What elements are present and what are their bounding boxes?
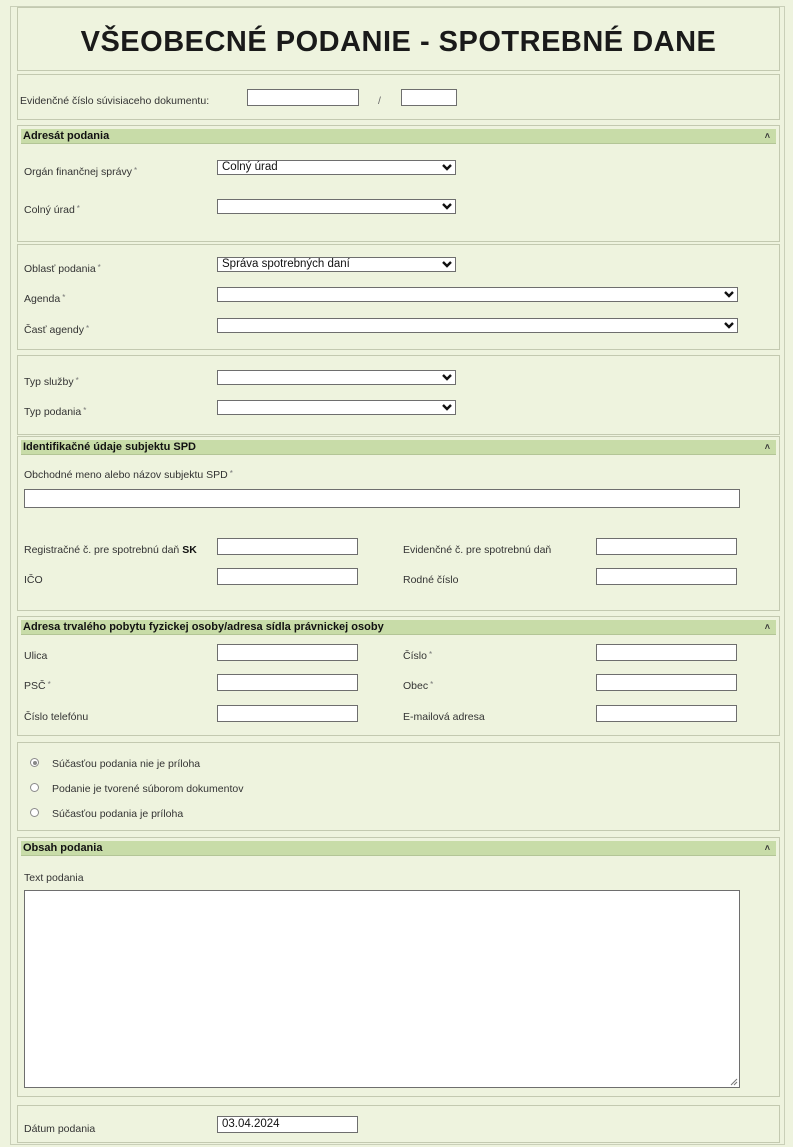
attachment-option-label: Súčasťou podania nie je príloha [52, 758, 201, 770]
zip-label: PSČ * [24, 680, 51, 692]
service-section [17, 355, 780, 435]
attachment-radio-none[interactable] [30, 758, 39, 767]
agenda-part-label: Časť agendy * [24, 324, 90, 336]
collapse-caret-icon[interactable]: ˄ [764, 442, 770, 452]
house-number-label: Číslo * [403, 650, 433, 662]
evidence-suffix-input[interactable] [401, 89, 457, 106]
addressee-section [17, 125, 780, 242]
city-label: Obec * [403, 680, 434, 692]
content-section [17, 837, 780, 1097]
email-label: E-mailová adresa [403, 711, 485, 723]
excise-reg-input[interactable] [217, 538, 358, 555]
collapse-caret-icon[interactable]: ˄ [764, 843, 770, 853]
date-input[interactable]: 03.04.2024 [217, 1116, 358, 1133]
area-select[interactable] [217, 257, 456, 272]
attachments-section [17, 742, 780, 831]
content-header-title: Obsah podania [23, 842, 103, 854]
title-box [17, 7, 780, 71]
agenda-select[interactable] [217, 287, 738, 302]
evidence-separator: / [378, 95, 381, 107]
address-header[interactable] [21, 620, 776, 635]
addressee-header[interactable] [21, 129, 776, 144]
submission-type-select[interactable] [217, 400, 456, 415]
zip-input[interactable] [217, 674, 358, 691]
chevron-down-icon [723, 289, 735, 300]
ico-label: IČO [24, 574, 43, 586]
service-type-label: Typ služby * [24, 376, 79, 388]
attachment-option-label: Podanie je tvorené súborom dokumentov [52, 783, 244, 795]
subject-header-title: Identifikačné údaje subjektu SPD [23, 441, 196, 453]
organ-select[interactable] [217, 160, 456, 175]
organ-select-value: Colný úrad [222, 161, 278, 173]
area-select-value: Správa spotrebných daní [222, 258, 350, 270]
content-textarea[interactable] [24, 890, 740, 1088]
chevron-down-icon [441, 402, 453, 413]
email-input[interactable] [596, 705, 737, 722]
customs-label: Colný úrad * [24, 204, 80, 216]
agenda-label: Agenda * [24, 293, 66, 305]
subject-header[interactable] [21, 440, 776, 455]
addressee-header-title: Adresát podania [23, 130, 110, 142]
street-label: Ulica [24, 650, 48, 662]
subject-section [17, 436, 780, 611]
excise-evid-label: Evidenčné č. pre spotrebnú daň [403, 544, 552, 556]
chevron-down-icon [723, 320, 735, 331]
excise-reg-label: Registračné č. pre spotrebnú daň SK [24, 544, 197, 556]
evidence-label: Evidenčné číslo súvisiaceho dokumentu: [20, 95, 210, 107]
customs-office-select[interactable] [217, 199, 456, 214]
organ-label: Orgán finančnej správy * [24, 166, 138, 178]
page-title: VŠEOBECNÉ PODANIE - SPOTREBNÉ DANE [80, 26, 717, 58]
excise-evid-input[interactable] [596, 538, 737, 555]
date-section [17, 1105, 780, 1143]
resize-grip-icon[interactable] [730, 1078, 738, 1086]
service-type-select[interactable] [217, 370, 456, 385]
collapse-caret-icon[interactable]: ˄ [764, 622, 770, 632]
chevron-down-icon [441, 162, 453, 173]
address-header-title: Adresa trvalého pobytu fyzickej osoby/adresa sídla právnickej osoby [23, 621, 384, 633]
agenda-part-select[interactable] [217, 318, 738, 333]
text-label: Text podania [24, 872, 84, 884]
birth-number-label: Rodné číslo [403, 574, 459, 586]
area-section [17, 244, 780, 350]
chevron-down-icon [441, 259, 453, 270]
submission-type-label: Typ podania * [24, 406, 87, 418]
city-input[interactable] [596, 674, 737, 691]
chevron-down-icon [441, 201, 453, 212]
street-input[interactable] [217, 644, 358, 661]
attachment-option-label: Súčasťou podania je príloha [52, 808, 184, 820]
content-header[interactable] [21, 841, 776, 856]
birth-number-input[interactable] [596, 568, 737, 585]
phone-input[interactable] [217, 705, 358, 722]
address-section [17, 616, 780, 736]
evidence-number-input[interactable] [247, 89, 359, 106]
attachment-radio-attached[interactable] [30, 808, 39, 817]
sk-prefix: SK [182, 544, 197, 556]
date-label: Dátum podania [24, 1123, 96, 1135]
chevron-down-icon [441, 372, 453, 383]
subject-name-label: Obchodné meno alebo názov subjektu SPD * [24, 469, 233, 481]
collapse-caret-icon[interactable]: ˄ [764, 131, 770, 141]
evidence-section [17, 74, 780, 120]
ico-input[interactable] [217, 568, 358, 585]
form-frame [10, 6, 785, 1145]
phone-label: Číslo telefónu [24, 711, 89, 723]
subject-name-input[interactable] [24, 489, 740, 508]
attachment-radio-set[interactable] [30, 783, 39, 792]
house-number-input[interactable] [596, 644, 737, 661]
area-label: Oblasť podania * [24, 263, 101, 275]
